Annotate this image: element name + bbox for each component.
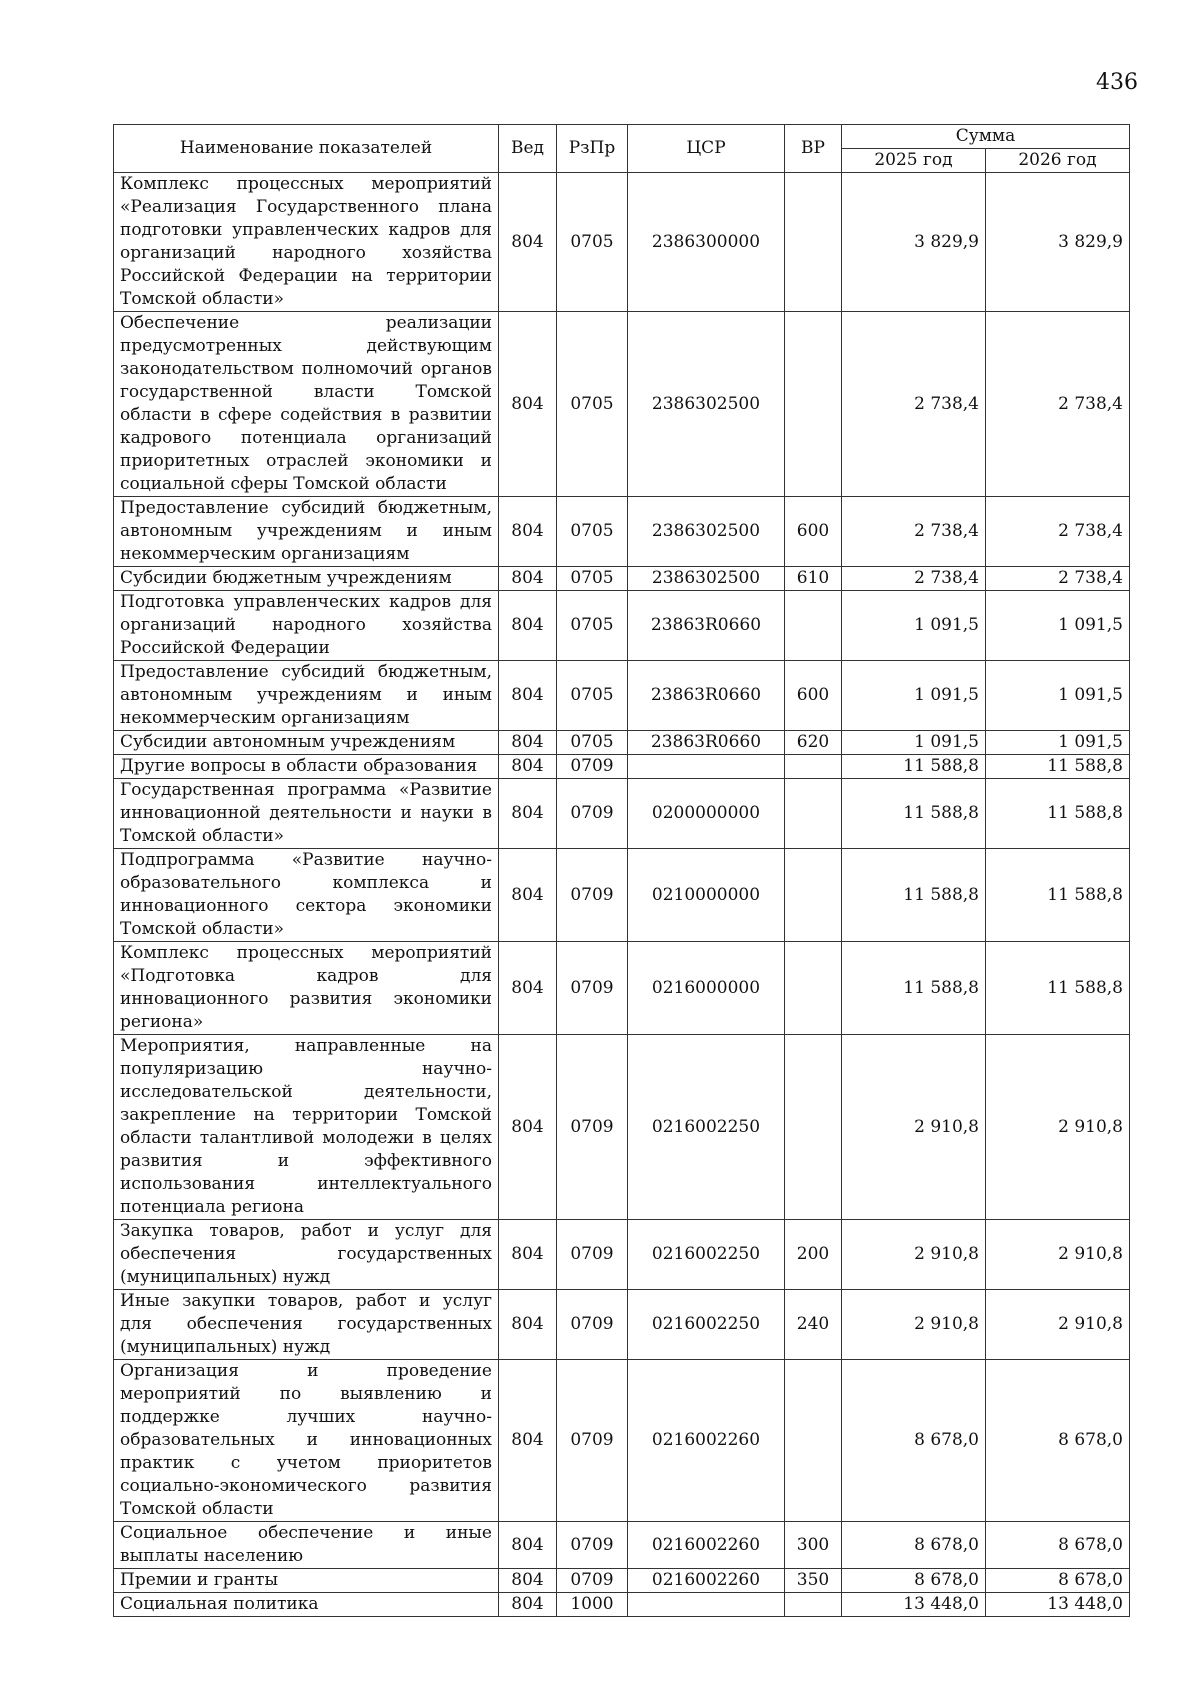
cell-ved: 804: [499, 731, 557, 755]
cell-sum-2026: 2 910,8: [986, 1035, 1130, 1220]
cell-vr: 200: [785, 1220, 842, 1290]
cell-ved: 804: [499, 849, 557, 942]
cell-rzpr: 0709: [557, 849, 628, 942]
cell-csr: 0216002250: [628, 1290, 785, 1360]
cell-csr: 0216002250: [628, 1035, 785, 1220]
table-row: [114, 173, 1130, 312]
table-row: [114, 1569, 1130, 1593]
cell-vr: 350: [785, 1569, 842, 1593]
table-row: [114, 567, 1130, 591]
cell-ved: 804: [499, 312, 557, 497]
cell-sum-2026: 11 588,8: [986, 755, 1130, 779]
table-row: [114, 779, 1130, 849]
table-row: [114, 1593, 1130, 1617]
header-row-top: [114, 125, 1130, 149]
cell-vr: [785, 942, 842, 1035]
cell-name: Субсидии автономным учреждениям: [114, 731, 499, 755]
cell-sum-2025: 2 738,4: [842, 312, 986, 497]
cell-name: Государственная программа «Развитие инновационной деятельности и науки в Томской области»: [114, 779, 499, 849]
cell-sum-2026: 11 588,8: [986, 942, 1130, 1035]
cell-csr: 2386302500: [628, 312, 785, 497]
cell-sum-2025: 11 588,8: [842, 779, 986, 849]
cell-rzpr: 0709: [557, 1035, 628, 1220]
cell-name: Субсидии бюджетным учреждениям: [114, 567, 499, 591]
cell-vr: 240: [785, 1290, 842, 1360]
cell-vr: [785, 779, 842, 849]
table-row: [114, 942, 1130, 1035]
cell-sum-2026: 2 738,4: [986, 312, 1130, 497]
table-row: [114, 497, 1130, 567]
cell-sum-2025: 2 910,8: [842, 1035, 986, 1220]
header-ved: Вед: [499, 125, 557, 173]
cell-csr: [628, 755, 785, 779]
table-row: [114, 1360, 1130, 1522]
cell-sum-2025: 2 910,8: [842, 1220, 986, 1290]
table-row: [114, 1220, 1130, 1290]
cell-ved: 804: [499, 1220, 557, 1290]
cell-csr: 0216002260: [628, 1522, 785, 1569]
cell-sum-2025: 8 678,0: [842, 1569, 986, 1593]
cell-sum-2026: 11 588,8: [986, 779, 1130, 849]
cell-rzpr: 0709: [557, 1522, 628, 1569]
cell-sum-2025: 13 448,0: [842, 1593, 986, 1617]
cell-vr: [785, 591, 842, 661]
table-row: [114, 312, 1130, 497]
cell-name: Социальное обеспечение и иные выплаты населению: [114, 1522, 499, 1569]
cell-name: Премии и гранты: [114, 1569, 499, 1593]
cell-sum-2026: 2 910,8: [986, 1220, 1130, 1290]
cell-ved: 804: [499, 1569, 557, 1593]
cell-ved: 804: [499, 1360, 557, 1522]
cell-csr: 0210000000: [628, 849, 785, 942]
cell-csr: 2386302500: [628, 497, 785, 567]
cell-sum-2025: 1 091,5: [842, 731, 986, 755]
cell-sum-2026: 1 091,5: [986, 591, 1130, 661]
cell-vr: 600: [785, 497, 842, 567]
cell-sum-2026: 2 738,4: [986, 567, 1130, 591]
cell-csr: 23863R0660: [628, 591, 785, 661]
cell-sum-2025: 8 678,0: [842, 1360, 986, 1522]
cell-name: Комплекс процессных мероприятий «Реализация Государственного плана подготовки управленческих кадров для организаций народного хозяйства Российской Федерации на территории Томской области»: [114, 173, 499, 312]
cell-csr: 0200000000: [628, 779, 785, 849]
table-row: [114, 1290, 1130, 1360]
cell-vr: [785, 1593, 842, 1617]
cell-name: Комплекс процессных мероприятий «Подготовка кадров для инновационного развития экономики региона»: [114, 942, 499, 1035]
cell-ved: 804: [499, 1593, 557, 1617]
cell-sum-2026: 11 588,8: [986, 849, 1130, 942]
cell-ved: 804: [499, 1522, 557, 1569]
table-row: [114, 591, 1130, 661]
header-year-2026: 2026 год: [986, 149, 1130, 173]
cell-sum-2026: 1 091,5: [986, 661, 1130, 731]
table-header: [114, 125, 1130, 173]
cell-vr: 300: [785, 1522, 842, 1569]
cell-rzpr: 0705: [557, 312, 628, 497]
cell-ved: 804: [499, 1035, 557, 1220]
cell-name: Подготовка управленческих кадров для организаций народного хозяйства Российской Федерации: [114, 591, 499, 661]
budget-table: [113, 124, 1130, 1617]
cell-name: Предоставление субсидий бюджетным, автономным учреждениям и иным некоммерческим организациям: [114, 497, 499, 567]
cell-sum-2025: 1 091,5: [842, 591, 986, 661]
table-row: [114, 1035, 1130, 1220]
cell-csr: 2386300000: [628, 173, 785, 312]
cell-rzpr: 0705: [557, 731, 628, 755]
header-csr: ЦСР: [628, 125, 785, 173]
cell-vr: 600: [785, 661, 842, 731]
cell-rzpr: 0705: [557, 567, 628, 591]
cell-sum-2025: 2 910,8: [842, 1290, 986, 1360]
cell-sum-2025: 11 588,8: [842, 849, 986, 942]
cell-csr: 0216002260: [628, 1569, 785, 1593]
header-year-2025: 2025 год: [842, 149, 986, 173]
cell-vr: [785, 849, 842, 942]
cell-sum-2025: 11 588,8: [842, 942, 986, 1035]
cell-sum-2026: 8 678,0: [986, 1569, 1130, 1593]
cell-vr: [785, 173, 842, 312]
cell-csr: 0216000000: [628, 942, 785, 1035]
cell-rzpr: 0709: [557, 1220, 628, 1290]
header-vr: ВР: [785, 125, 842, 173]
cell-csr: 23863R0660: [628, 731, 785, 755]
header-name: Наименование показателей: [114, 125, 499, 173]
cell-ved: 804: [499, 755, 557, 779]
cell-vr: [785, 1360, 842, 1522]
cell-sum-2026: 8 678,0: [986, 1360, 1130, 1522]
cell-sum-2025: 1 091,5: [842, 661, 986, 731]
cell-name: Подпрограмма «Развитие научно-образовательного комплекса и инновационного сектора экономики Томской области»: [114, 849, 499, 942]
cell-ved: 804: [499, 497, 557, 567]
table-row: [114, 731, 1130, 755]
cell-name: Мероприятия, направленные на популяризацию научно-исследовательской деятельности, закрепление на территории Томской области талантливой молодежи в целях развития и эффективного использования интеллектуального потенциала региона: [114, 1035, 499, 1220]
cell-vr: 620: [785, 731, 842, 755]
cell-name: Иные закупки товаров, работ и услуг для обеспечения государственных (муниципальных) нужд: [114, 1290, 499, 1360]
table-row: [114, 1522, 1130, 1569]
cell-ved: 804: [499, 567, 557, 591]
table-row: [114, 661, 1130, 731]
cell-vr: [785, 755, 842, 779]
cell-sum-2026: 1 091,5: [986, 731, 1130, 755]
header-sum: Сумма: [842, 125, 1130, 149]
cell-rzpr: 0709: [557, 755, 628, 779]
cell-rzpr: 0705: [557, 173, 628, 312]
cell-ved: 804: [499, 591, 557, 661]
cell-rzpr: 0705: [557, 661, 628, 731]
cell-ved: 804: [499, 661, 557, 731]
table-row: [114, 849, 1130, 942]
cell-sum-2026: 8 678,0: [986, 1522, 1130, 1569]
header-rzpr: РзПр: [557, 125, 628, 173]
cell-rzpr: 1000: [557, 1593, 628, 1617]
cell-ved: 804: [499, 779, 557, 849]
page-number: 436: [1096, 70, 1138, 95]
cell-rzpr: 0709: [557, 779, 628, 849]
cell-name: Закупка товаров, работ и услуг для обеспечения государственных (муниципальных) нужд: [114, 1220, 499, 1290]
cell-sum-2025: 8 678,0: [842, 1522, 986, 1569]
cell-sum-2025: 2 738,4: [842, 567, 986, 591]
cell-csr: 0216002260: [628, 1360, 785, 1522]
cell-rzpr: 0705: [557, 591, 628, 661]
cell-sum-2025: 3 829,9: [842, 173, 986, 312]
cell-csr: [628, 1593, 785, 1617]
cell-csr: 23863R0660: [628, 661, 785, 731]
cell-name: Социальная политика: [114, 1593, 499, 1617]
cell-name: Обеспечение реализации предусмотренных действующим законодательством полномочий органов государственной власти Томской области в сфере содействия в развитии кадрового потенциала организаций приоритетных отраслей экономики и социальной сферы Томской области: [114, 312, 499, 497]
cell-sum-2026: 2 910,8: [986, 1290, 1130, 1360]
cell-vr: 610: [785, 567, 842, 591]
cell-name: Другие вопросы в области образования: [114, 755, 499, 779]
cell-name: Предоставление субсидий бюджетным, автономным учреждениям и иным некоммерческим организациям: [114, 661, 499, 731]
cell-csr: 0216002250: [628, 1220, 785, 1290]
cell-rzpr: 0709: [557, 942, 628, 1035]
cell-ved: 804: [499, 173, 557, 312]
table-body: [114, 173, 1130, 1617]
cell-sum-2025: 11 588,8: [842, 755, 986, 779]
cell-sum-2026: 2 738,4: [986, 497, 1130, 567]
cell-rzpr: 0705: [557, 497, 628, 567]
cell-sum-2025: 2 738,4: [842, 497, 986, 567]
cell-vr: [785, 312, 842, 497]
cell-name: Организация и проведение мероприятий по выявлению и поддержке лучших научно-образовательных и инновационных практик с учетом приоритетов социально-экономического развития Томской области: [114, 1360, 499, 1522]
cell-rzpr: 0709: [557, 1360, 628, 1522]
table-row: [114, 755, 1130, 779]
cell-ved: 804: [499, 942, 557, 1035]
cell-ved: 804: [499, 1290, 557, 1360]
cell-sum-2026: 3 829,9: [986, 173, 1130, 312]
cell-csr: 2386302500: [628, 567, 785, 591]
cell-rzpr: 0709: [557, 1569, 628, 1593]
cell-vr: [785, 1035, 842, 1220]
cell-rzpr: 0709: [557, 1290, 628, 1360]
cell-sum-2026: 13 448,0: [986, 1593, 1130, 1617]
